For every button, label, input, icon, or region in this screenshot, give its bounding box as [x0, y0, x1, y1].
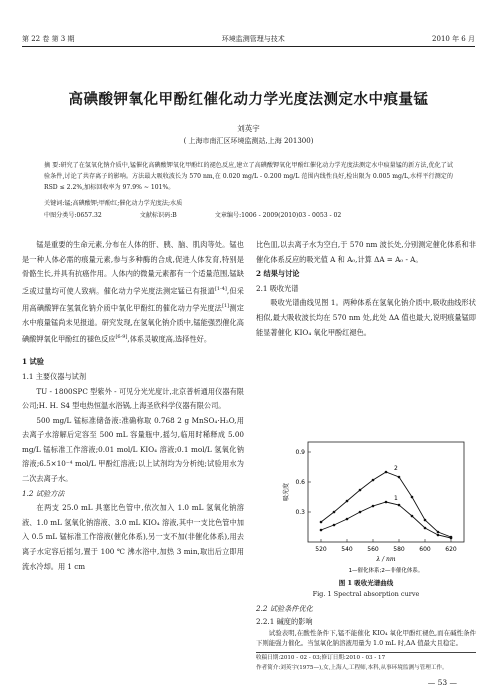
alkali-paragraph: 试验表明,在酸性条件下,锰不能催化 KIO₄ 氧化甲酚红褪色,而在碱性条件下则能强力催化。当氢氧化钠溶液用量为 1.0 mL 时,ΔA 值最大且稳定。 — [256, 629, 476, 647]
method-continuation: 比色皿,以去离子水为空白,于 570 nm 波长处,分别测定催化体系和非催化体系反应的吸光值 A 和 A₀,计算 ΔA = A₀ - A。 — [256, 240, 476, 264]
clc-number: 中图分类号:0657.32 — [44, 212, 102, 219]
x-tick-label: 520 — [315, 546, 327, 553]
figure-caption-cn: 图 1 吸收光谱曲线 — [338, 579, 394, 587]
series-point — [333, 524, 336, 527]
series-label: 1 — [394, 495, 398, 502]
paper-title: 高碘酸钾氧化甲酚红催化动力学光度法测定水中痕量锰 — [68, 91, 429, 108]
series-point — [385, 501, 388, 504]
series-point — [385, 471, 388, 474]
series-point — [372, 505, 375, 508]
subsection-heading-1-1: 1.1 主要仪器与试剂 — [22, 371, 87, 381]
section-heading-1: 1 试验 — [22, 357, 44, 367]
intro-text-3: 测定水中痕量锰尚未见报道。研究发现,在氢氧化钠介质中,锰能强烈催化高碘酸钾氧化甲酚红的褪色反应 — [22, 303, 244, 344]
keywords: 关键词:锰;高碘酸钾;甲酚红;催化动力学光度法;水质 — [44, 200, 183, 207]
author-bio: 作者简介:刘英宇(1975—),女,上海人,工程师,本科,从事环境监测与管理工作。 — [256, 665, 448, 671]
received-date: 收稿日期:2010 - 02 - 03;修订日期:2010 - 03 - 17 — [256, 655, 386, 661]
series-line-1 — [321, 502, 451, 538]
header-rule — [22, 46, 475, 47]
right-column-top — [256, 238, 476, 340]
figure-caption-en: Fig. 1 Spectral absorption curve — [312, 590, 420, 598]
header-volume: 第 22 卷 第 3 期 — [22, 35, 75, 43]
subsection-heading-2-2: 2.2 试验条件优化 — [256, 604, 313, 613]
x-axis-label: λ / nm — [376, 556, 396, 563]
y-tick-label: 0.9 — [295, 449, 305, 456]
x-tick-label: 560 — [367, 546, 379, 553]
series-point — [346, 500, 349, 503]
intro-paragraph — [22, 238, 244, 347]
subsection-heading-2-1: 2.1 吸收光谱 — [256, 283, 299, 293]
citation: [1] — [222, 302, 230, 309]
left-column — [22, 238, 244, 574]
series-label: 2 — [394, 465, 398, 472]
series-point — [359, 511, 362, 514]
x-tick-label: 540 — [341, 546, 353, 553]
series-point — [450, 536, 453, 539]
series-point — [437, 531, 440, 534]
citation: [6-9] — [115, 334, 128, 341]
spectra-paragraph: 吸收光谱曲线见图 1。两种体系在氢氧化钠介质中,吸收曲线形状相似,最大吸收波长均在 570 nm 处,此处 ΔA 值也最大,说明痕量锰即能显著催化 KIO₄ 氧化甲酚红褪色。 — [256, 298, 476, 337]
intro-text-4: ,体系灵敏度高,选择性好。 — [127, 334, 212, 344]
series-point — [333, 511, 336, 514]
y-tick-label: 0.3 — [295, 509, 305, 516]
series-point — [411, 515, 414, 518]
series-point — [437, 534, 440, 537]
alkali-paragraph-wrap — [256, 628, 476, 652]
reagent-paragraph: 500 mg/L 锰标准储备液:准确称取 0.768 2 g MnSO₄·H₂O,用去离子水溶解后定容至 500 mL 容量瓶中,摇匀,临用时稀释成 5.00 mg/L 锰标准工作溶液;0.01 mol/L KIO₄ 溶液;0.1 mol/L 氢氧化钠溶液;6.5×10⁻⁴ mol/L 甲酚红溶液;以上试剂均为分析纯;试验用水为二次去离子水。 — [22, 415, 244, 484]
series-point — [424, 527, 427, 530]
series-point — [372, 479, 375, 482]
series-point — [411, 496, 414, 499]
x-tick-label: 600 — [419, 546, 431, 553]
y-tick-label: 0.6 — [295, 479, 305, 486]
document-code: 文献标识码:B — [139, 212, 177, 219]
instrument-paragraph: TU - 1800SPC 型紫外 - 可见分光光度计,北京普析通用仪器有限公司;H. H. S4 型电热恒温水浴锅,上海圣欣科学仪器有限公司。 — [22, 386, 244, 411]
running-header — [22, 30, 475, 44]
x-tick-label: 580 — [393, 546, 405, 553]
series-point — [398, 476, 401, 479]
series-point — [320, 521, 323, 524]
y-axis-label: 吸光度 — [283, 482, 290, 502]
intro-text-1: 锰是重要的生命元素,分布在人体的肝、胰、脑、肌肉等处。锰也是一种人体必需的痕量元素,参与多种酶的合成,促进人体发育,特别是骨骼生长,并具有抗癌作用。人体内的微量元素都有一个适量范围,锰缺乏或过量均可使人致病。催化动力学光度法测定锰已有报道 — [22, 240, 244, 296]
citation: [1-4] — [214, 285, 227, 292]
footnotes — [256, 652, 476, 673]
series-point — [424, 519, 427, 522]
series-point — [359, 489, 362, 492]
series-point — [346, 518, 349, 521]
series-line-2 — [321, 472, 451, 537]
article-number: 文章编号:1006 - 2009(2010)03 - 0053 - 02 — [214, 212, 342, 219]
series-point — [320, 529, 323, 532]
classification-line — [44, 211, 453, 221]
header-journal: 环境监测管理与技术 — [221, 35, 285, 43]
right-column-bottom — [256, 603, 476, 628]
plot-frame — [308, 442, 464, 542]
abstract: 摘 要:研究了在氢氧化钠介质中,锰催化高碘酸钾氧化甲酚红的褪色反应,建立了高碘酸钾氧化甲酚红催化动力学光度法测定水中痕量锰的新方法,优化了试验条件,讨论了共存离子的影响。方法最大吸收波长为 570 nm,在 0.020 mg/L - 0.200 mg/L 范围内线性良好,检出限为 0.005 mg/L,水样平行测定的 RSD ≤ 2.2%,加标回收率为 97.9% ~ 101%。 — [44, 162, 453, 191]
page-number: — 53 — — [427, 678, 457, 687]
affiliation: ( 上海市南汇区环境监测站,上海 201300) — [183, 137, 314, 145]
header-date: 2010 年 6 月 — [432, 35, 475, 43]
author: 刘英宇 — [237, 124, 260, 133]
absorption-spectrum-chart — [278, 436, 474, 576]
subsection-heading-2-2-1: 2.2.1 碱度的影响 — [256, 616, 313, 626]
x-tick-label: 620 — [445, 546, 457, 553]
intro-text-2: ,但采用高碘酸钾在氢氧化钠介质中氧化甲酚红的催化动力学光度法 — [22, 286, 244, 313]
method-paragraph: 在两支 25.0 mL 具塞比色管中,依次加入 1.0 mL 氢氧化钠溶液、1.0 mL 氢氧化钠溶液、3.0 mL KIO₄ 溶液,其中一支比色管中加入 0.5 mL 锰标准工作溶液(催化体系),另一支不加(非催化体系),用去离子水定容后摇匀,置于 100 ℃ 沸水浴中,加热 3 min,取出后立即用流水冷却。用 1 cm — [22, 503, 244, 571]
series-point — [398, 504, 401, 507]
section-heading-2: 2 结果与讨论 — [256, 269, 300, 279]
subsection-heading-1-2: 1.2 试验方法 — [22, 488, 65, 498]
chart-legend-text: 1—催化体系;2—非催化体系。 — [348, 568, 424, 574]
